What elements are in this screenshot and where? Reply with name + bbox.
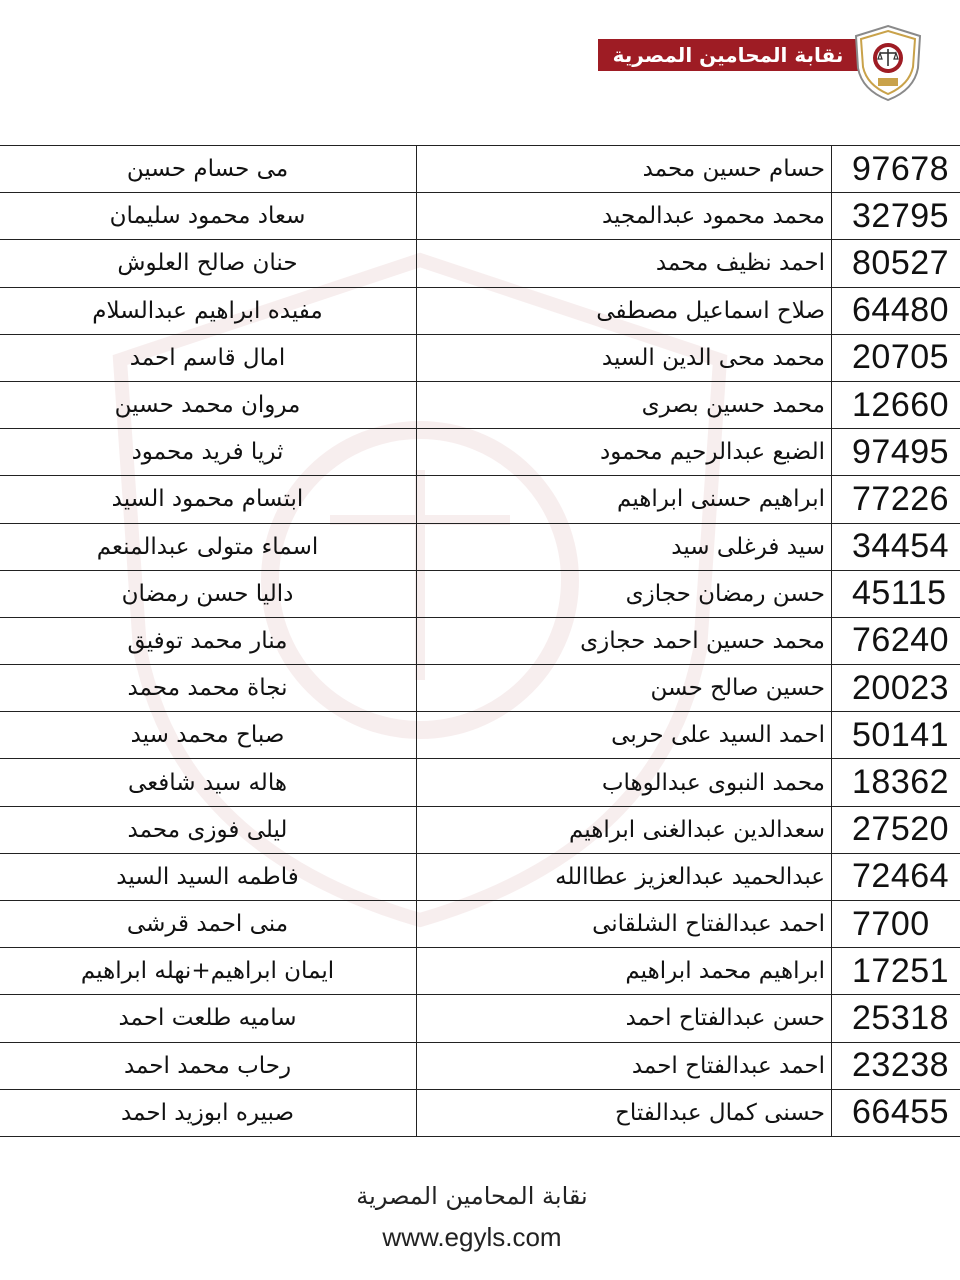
spouse-name-cell: داليا حسن رمضان [0,570,417,617]
membership-number-cell: 25318 [832,995,960,1042]
table-row [0,665,960,712]
member-name-cell: عبدالحميد عبدالعزيز عطاالله [417,853,832,900]
table-row [0,1042,960,1089]
membership-number-cell: 20023 [832,665,960,712]
members-table [0,145,960,1137]
spouse-name-cell: ابتسام محمود السيد [0,476,417,523]
membership-number-cell: 7700 [832,901,960,948]
member-name-cell: حسن عبدالفتاح احمد [417,995,832,1042]
membership-number-cell: 12660 [832,381,960,428]
membership-number-cell: 50141 [832,712,960,759]
membership-number-cell: 76240 [832,617,960,664]
membership-number-cell: 77226 [832,476,960,523]
member-name-cell: الضبع عبدالرحيم محمود [417,429,832,476]
member-name-cell: حسام حسين محمد [417,146,832,193]
table-row [0,523,960,570]
member-name-cell: احمد السيد على حربى [417,712,832,759]
membership-number-cell: 45115 [832,570,960,617]
table-row [0,759,960,806]
member-name-cell: محمد محى الدين السيد [417,334,832,381]
member-name-cell: احمد عبدالفتاح الشلقانى [417,901,832,948]
membership-number-cell: 17251 [832,948,960,995]
spouse-name-cell: ايمان ابراهيم+نهله ابراهيم [0,948,417,995]
member-name-cell: محمد حسين بصرى [417,381,832,428]
member-name-cell: ابراهيم محمد ابراهيم [417,948,832,995]
table-row [0,146,960,193]
membership-number-cell: 72464 [832,853,960,900]
spouse-name-cell: نجاة محمد محمد [0,665,417,712]
member-name-cell: حسنى كمال عبدالفتاح [417,1089,832,1136]
member-name-cell: محمد حسين احمد حجازى [417,617,832,664]
member-name-cell: حسين صالح حسن [417,665,832,712]
membership-number-cell: 66455 [832,1089,960,1136]
table-row [0,995,960,1042]
table-row [0,901,960,948]
membership-number-cell: 80527 [832,240,960,287]
spouse-name-cell: امال قاسم احمد [0,334,417,381]
spouse-name-cell: مروان محمد حسين [0,381,417,428]
table-row [0,1089,960,1136]
spouse-name-cell: ليلى فوزى محمد [0,806,417,853]
table-row [0,429,960,476]
bar-association-logo-icon [852,24,924,102]
spouse-name-cell: منار محمد توفيق [0,617,417,664]
membership-number-cell: 27520 [832,806,960,853]
table-row [0,334,960,381]
spouse-name-cell: اسماء متولى عبدالمنعم [0,523,417,570]
table-row [0,193,960,240]
table-row [0,476,960,523]
member-name-cell: سعدالدين عبدالغنى ابراهيم [417,806,832,853]
member-name-cell: احمد عبدالفتاح احمد [417,1042,832,1089]
table-row [0,948,960,995]
membership-number-cell: 97678 [832,146,960,193]
spouse-name-cell: صبيره ابوزيد احمد [0,1089,417,1136]
member-name-cell: حسن رمضان حجازى [417,570,832,617]
membership-number-cell: 23238 [832,1042,960,1089]
spouse-name-cell: ثريا فريد محمود [0,429,417,476]
member-name-cell: محمد محمود عبدالمجيد [417,193,832,240]
spouse-name-cell: مفيده ابراهيم عبدالسلام [0,287,417,334]
table-row [0,240,960,287]
member-name-cell: صلاح اسماعيل مصطفى [417,287,832,334]
table-row [0,853,960,900]
spouse-name-cell: سعاد محمود سليمان [0,193,417,240]
spouse-name-cell: حنان صالح العلوش [0,240,417,287]
spouse-name-cell: مى حسام حسين [0,146,417,193]
spouse-name-cell: رحاب محمد احمد [0,1042,417,1089]
member-name-cell: ابراهيم حسنى ابراهيم [417,476,832,523]
spouse-name-cell: صباح محمد سيد [0,712,417,759]
org-name-banner: نقابة المحامين المصرية [598,39,864,71]
member-name-cell: سيد فرغلى سيد [417,523,832,570]
spouse-name-cell: هاله سيد شافعى [0,759,417,806]
membership-number-cell: 64480 [832,287,960,334]
table-row [0,287,960,334]
members-table-body [0,146,960,1137]
table-row [0,806,960,853]
footer-website-link[interactable]: www.egyls.com [382,1222,562,1252]
table-row [0,570,960,617]
member-name-cell: محمد النبوى عبدالوهاب [417,759,832,806]
membership-number-cell: 18362 [832,759,960,806]
header [598,24,924,102]
membership-number-cell: 34454 [832,523,960,570]
member-name-cell: احمد نظيف محمد [417,240,832,287]
membership-number-cell: 97495 [832,429,960,476]
spouse-name-cell: منى احمد قرشى [0,901,417,948]
membership-number-cell: 20705 [832,334,960,381]
table-row [0,381,960,428]
footer-org-name: نقابة المحامين المصرية [356,1182,588,1210]
table-row [0,617,960,664]
membership-number-cell: 32795 [832,193,960,240]
spouse-name-cell: فاطمه السيد السيد [0,853,417,900]
table-row [0,712,960,759]
spouse-name-cell: ساميه طلعت احمد [0,995,417,1042]
